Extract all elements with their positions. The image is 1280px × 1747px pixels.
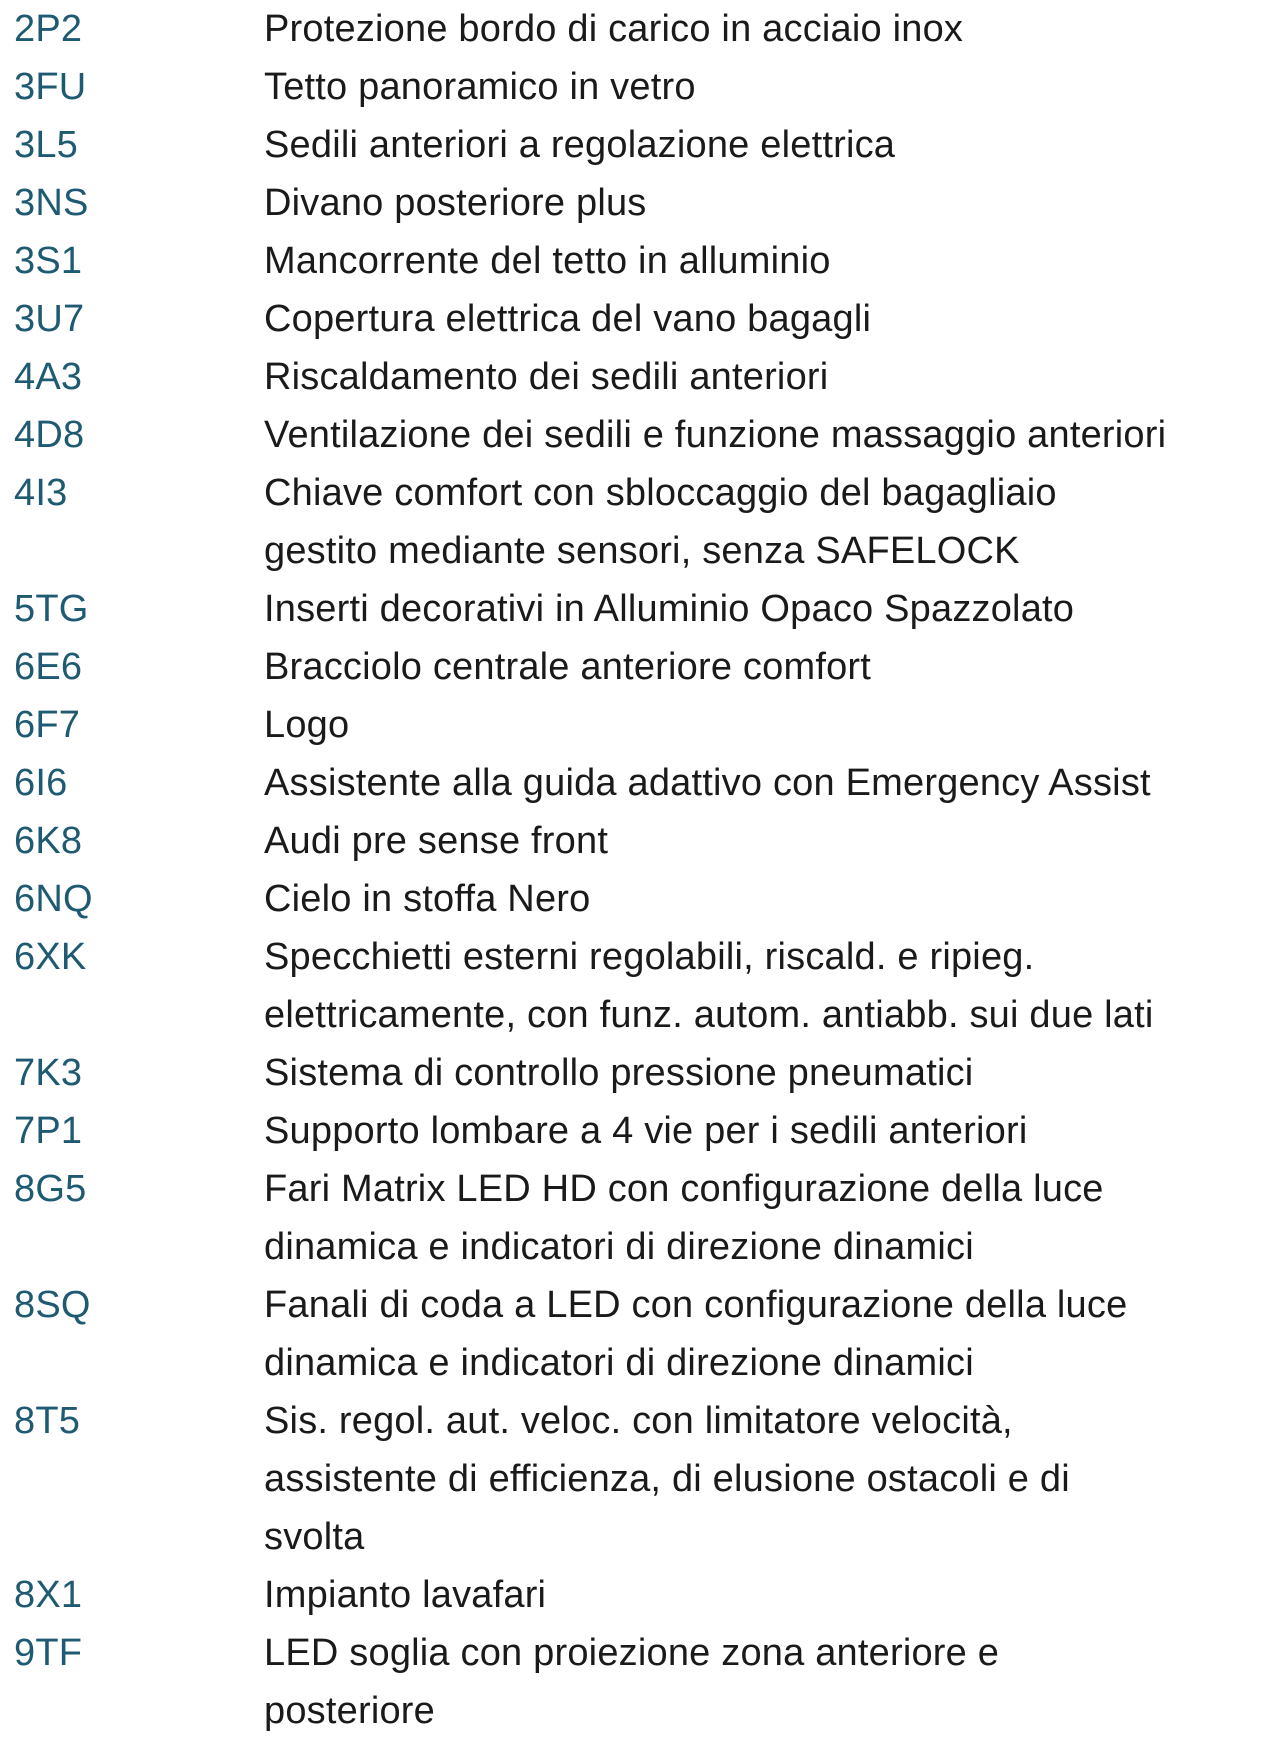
option-description-line: Tetto panoramico in vetro <box>264 66 696 108</box>
option-description <box>264 580 1264 638</box>
option-code: 6NQ <box>14 878 93 920</box>
option-row <box>14 1044 1264 1102</box>
option-row <box>14 174 1264 232</box>
option-code: 3S1 <box>14 240 83 282</box>
option-description-line: Ventilazione dei sedili e funzione massaggio anteriori <box>264 414 1167 456</box>
option-code: 8T5 <box>14 1400 81 1442</box>
option-row <box>14 0 1264 58</box>
option-description-line: assistente di efficienza, di elusione ostacoli e di <box>264 1458 1070 1500</box>
option-description-line: Supporto lombare a 4 vie per i sedili anteriori <box>264 1110 1028 1152</box>
option-description <box>264 116 1264 174</box>
option-row <box>14 812 1264 870</box>
option-description <box>264 1044 1264 1102</box>
option-code: 6E6 <box>14 646 83 688</box>
option-description-line: Riscaldamento dei sedili anteriori <box>264 356 829 398</box>
option-code: 4A3 <box>14 356 83 398</box>
option-description <box>264 1392 1264 1566</box>
option-description-line: Inserti decorativi in Alluminio Opaco Spazzolato <box>264 588 1075 630</box>
option-description <box>264 696 1264 754</box>
option-description <box>264 0 1264 58</box>
option-description <box>264 406 1264 464</box>
option-description-line: Copertura elettrica del vano bagagli <box>264 298 872 340</box>
option-description <box>264 1566 1264 1624</box>
option-code: 3L5 <box>14 124 79 166</box>
option-description-line: Sedili anteriori a regolazione elettrica <box>264 124 896 166</box>
option-row <box>14 232 1264 290</box>
option-description-line: elettricamente, con funz. autom. antiabb. sui due lati <box>264 994 1154 1036</box>
option-description-line: Sistema di controllo pressione pneumatici <box>264 1052 974 1094</box>
option-code: 6I6 <box>14 762 68 804</box>
option-description-line: Cielo in stoffa Nero <box>264 878 591 920</box>
option-row <box>14 870 1264 928</box>
option-row <box>14 1392 1264 1566</box>
option-row <box>14 348 1264 406</box>
option-description <box>264 58 1264 116</box>
option-row <box>14 696 1264 754</box>
option-description <box>264 290 1264 348</box>
option-code: 8SQ <box>14 1284 91 1326</box>
option-description <box>264 232 1264 290</box>
option-description <box>264 928 1264 1044</box>
option-code: 8X1 <box>14 1574 83 1616</box>
option-row <box>14 406 1264 464</box>
option-description <box>264 812 1264 870</box>
option-row <box>14 290 1264 348</box>
options-list <box>14 0 1264 1740</box>
option-description-line: Divano posteriore plus <box>264 182 647 224</box>
option-row <box>14 638 1264 696</box>
option-row <box>14 1624 1264 1740</box>
option-description-line: Fanali di coda a LED con configurazione della luce <box>264 1284 1128 1326</box>
option-description-line: posteriore <box>264 1690 435 1732</box>
option-code: 5TG <box>14 588 89 630</box>
option-row <box>14 464 1264 580</box>
option-description <box>264 870 1264 928</box>
option-description <box>264 1276 1264 1392</box>
option-code: 8G5 <box>14 1168 87 1210</box>
option-description-line: Sis. regol. aut. veloc. con limitatore velocità, <box>264 1400 1013 1442</box>
option-description <box>264 1624 1264 1740</box>
option-code: 4D8 <box>14 414 85 456</box>
option-row <box>14 58 1264 116</box>
option-code: 9TF <box>14 1632 83 1674</box>
option-row <box>14 580 1264 638</box>
option-code: 7K3 <box>14 1052 83 1094</box>
option-description-line: Fari Matrix LED HD con configurazione della luce <box>264 1168 1104 1210</box>
option-code: 4I3 <box>14 472 68 514</box>
option-description <box>264 174 1264 232</box>
option-code: 6K8 <box>14 820 83 862</box>
option-description-line: dinamica e indicatori di direzione dinamici <box>264 1342 974 1384</box>
option-code: 7P1 <box>14 1110 83 1152</box>
option-row <box>14 1102 1264 1160</box>
option-row <box>14 1276 1264 1392</box>
option-description-line: Protezione bordo di carico in acciaio inox <box>264 8 964 50</box>
option-description <box>264 1102 1264 1160</box>
option-description-line: Logo <box>264 704 350 746</box>
option-row <box>14 1566 1264 1624</box>
option-description-line: Audi pre sense front <box>264 820 609 862</box>
option-description <box>264 754 1264 812</box>
option-row <box>14 928 1264 1044</box>
option-description <box>264 1160 1264 1276</box>
option-description-line: Chiave comfort con sbloccaggio del bagagliaio <box>264 472 1057 514</box>
option-row <box>14 754 1264 812</box>
option-row <box>14 1160 1264 1276</box>
option-code: 3FU <box>14 66 87 108</box>
option-code: 2P2 <box>14 8 83 50</box>
option-row <box>14 116 1264 174</box>
option-code: 3U7 <box>14 298 85 340</box>
option-description-line: svolta <box>264 1516 365 1558</box>
option-code: 6XK <box>14 936 87 978</box>
option-description-line: dinamica e indicatori di direzione dinamici <box>264 1226 974 1268</box>
option-description-line: Bracciolo centrale anteriore comfort <box>264 646 872 688</box>
option-description <box>264 638 1264 696</box>
option-code: 3NS <box>14 182 89 224</box>
option-description-line: LED soglia con proiezione zona anteriore e <box>264 1632 1000 1674</box>
option-description-line: Assistente alla guida adattivo con Emergency Assist <box>264 762 1151 804</box>
option-description <box>264 464 1264 580</box>
option-description-line: Mancorrente del tetto in alluminio <box>264 240 831 282</box>
option-description <box>264 348 1264 406</box>
option-description-line: gestito mediante sensori, senza SAFELOCK <box>264 530 1020 572</box>
option-description-line: Specchietti esterni regolabili, riscald. e ripieg. <box>264 936 1035 978</box>
option-description-line: Impianto lavafari <box>264 1574 547 1616</box>
option-code: 6F7 <box>14 704 81 746</box>
